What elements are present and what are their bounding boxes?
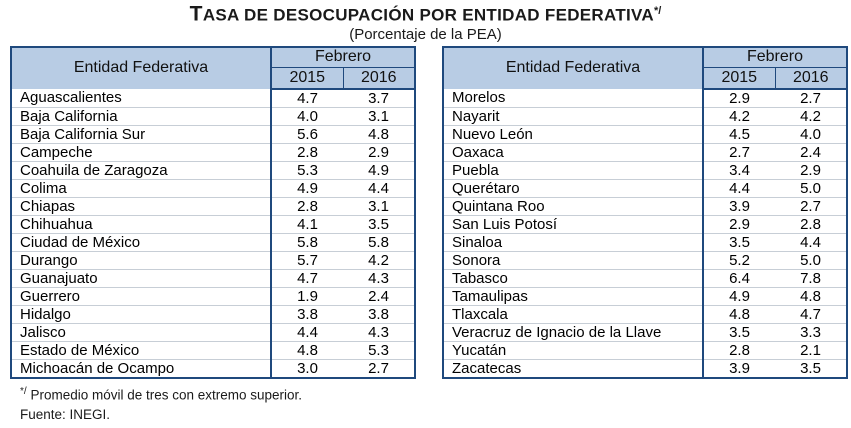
entity-name: Veracruz de Ignacio de la Llave <box>443 323 703 341</box>
value-2016: 4.8 <box>775 287 847 305</box>
page-subtitle: (Porcentaje de la PEA) <box>349 25 502 43</box>
table-row <box>443 215 847 233</box>
entity-name: Quintana Roo <box>443 197 703 215</box>
value-2016: 2.1 <box>775 341 847 359</box>
table-header <box>11 47 415 89</box>
entity-name: Chihuahua <box>11 215 271 233</box>
entity-name: Zacatecas <box>443 359 703 378</box>
entity-name: Baja California Sur <box>11 125 271 143</box>
column-header-2016: 2016 <box>343 68 415 89</box>
value-2016: 5.0 <box>775 251 847 269</box>
table-row <box>443 359 847 378</box>
value-2015: 5.3 <box>271 161 343 179</box>
entity-name: Estado de México <box>11 341 271 359</box>
column-header-entity: Entidad Federativa <box>11 47 271 89</box>
table-row <box>11 89 415 108</box>
value-2015: 4.4 <box>271 323 343 341</box>
entity-name: Coahuila de Zaragoza <box>11 161 271 179</box>
column-header-entity: Entidad Federativa <box>443 47 703 89</box>
table-row <box>443 179 847 197</box>
table-row <box>11 215 415 233</box>
value-2015: 4.7 <box>271 269 343 287</box>
entity-name: Aguascalientes <box>11 89 271 108</box>
table-row <box>443 341 847 359</box>
page-title <box>0 1 851 26</box>
value-2016: 3.1 <box>343 197 415 215</box>
value-2015: 5.6 <box>271 125 343 143</box>
value-2015: 2.9 <box>729 89 750 107</box>
entity-name: Guanajuato <box>11 269 271 287</box>
value-2015: 3.9 <box>703 197 775 215</box>
entity-name: Querétaro <box>443 179 703 197</box>
value-2016: 4.7 <box>775 305 847 323</box>
value-2016: 4.2 <box>343 251 415 269</box>
table-row <box>443 269 847 287</box>
entity-name: Yucatán <box>443 341 703 359</box>
footnote-text: Promedio móvil de tres con extremo superior. <box>30 387 303 403</box>
value-2016: 2.9 <box>343 143 415 161</box>
table-row <box>11 233 415 251</box>
table-row <box>11 125 415 143</box>
entity-name: Nayarit <box>443 107 703 125</box>
table-row <box>11 323 415 341</box>
entity-name: Durango <box>11 251 271 269</box>
table-row <box>11 287 415 305</box>
value-2016: 3.7 <box>368 89 389 107</box>
value-2016: 4.0 <box>775 125 847 143</box>
entity-name: Sinaloa <box>443 233 703 251</box>
unemployment-table-right <box>442 46 848 379</box>
table-row <box>11 305 415 323</box>
table-row <box>443 287 847 305</box>
table-row <box>11 251 415 269</box>
value-2015: 4.1 <box>271 215 343 233</box>
value-2016: 4.4 <box>775 233 847 251</box>
table-row <box>443 125 847 143</box>
table-body <box>443 89 847 378</box>
table-row <box>11 359 415 378</box>
table-row <box>443 107 847 125</box>
value-2016: 4.3 <box>343 323 415 341</box>
value-2015: 4.0 <box>271 107 343 125</box>
table-row <box>11 269 415 287</box>
value-2015: 3.9 <box>703 359 775 378</box>
column-header-2016: 2016 <box>775 68 847 89</box>
value-2016: 4.3 <box>343 269 415 287</box>
entity-name: Morelos <box>443 89 703 108</box>
entity-name: Oaxaca <box>443 143 703 161</box>
value-2015: 4.7 <box>297 89 318 107</box>
value-2015: 4.4 <box>703 179 775 197</box>
column-header-2015: 2015 <box>703 68 775 89</box>
table-row <box>443 89 847 108</box>
title-block <box>0 0 851 43</box>
value-2015: 2.8 <box>703 341 775 359</box>
value-2016: 2.9 <box>775 161 847 179</box>
value-2015: 4.2 <box>703 107 775 125</box>
footnotes-block <box>20 384 851 426</box>
title-footnote-marker: */ <box>653 5 662 17</box>
entity-name: Colima <box>11 179 271 197</box>
value-2016: 2.7 <box>800 89 821 107</box>
entity-name: Jalisco <box>11 323 271 341</box>
entity-name: San Luis Potosí <box>443 215 703 233</box>
source-note: Fuente: INEGI. <box>20 407 111 423</box>
value-2016: 5.0 <box>775 179 847 197</box>
unemployment-table-left <box>10 46 416 379</box>
table-row <box>443 161 847 179</box>
entity-name: Hidalgo <box>11 305 271 323</box>
value-2015: 3.4 <box>703 161 775 179</box>
footnote-note <box>20 384 851 406</box>
value-2016: 2.7 <box>343 359 415 378</box>
table-row <box>443 197 847 215</box>
tables-container <box>10 46 843 379</box>
entity-name: Ciudad de México <box>11 233 271 251</box>
entity-name: Campeche <box>11 143 271 161</box>
value-2016: 5.8 <box>343 233 415 251</box>
value-2015: 4.9 <box>703 287 775 305</box>
entity-name: Tamaulipas <box>443 287 703 305</box>
entity-name: Tabasco <box>443 269 703 287</box>
entity-name: Guerrero <box>11 287 271 305</box>
value-2015: 5.8 <box>271 233 343 251</box>
entity-name: Baja California <box>11 107 271 125</box>
footnote-marker: */ <box>20 385 27 397</box>
table-row <box>11 179 415 197</box>
value-2016: 3.8 <box>343 305 415 323</box>
value-2015: 5.7 <box>271 251 343 269</box>
entity-name: Chiapas <box>11 197 271 215</box>
value-2015: 2.8 <box>271 197 343 215</box>
entity-name: Nuevo León <box>443 125 703 143</box>
value-2016: 2.7 <box>775 197 847 215</box>
table-row <box>11 161 415 179</box>
table-row <box>11 107 415 125</box>
value-2015: 4.5 <box>703 125 775 143</box>
title-lead-cap: T <box>189 2 203 26</box>
value-2015: 1.9 <box>271 287 343 305</box>
value-2016: 3.3 <box>775 323 847 341</box>
value-2015: 5.2 <box>703 251 775 269</box>
value-2015: 2.8 <box>271 143 343 161</box>
value-2016: 4.8 <box>343 125 415 143</box>
table-row <box>443 143 847 161</box>
value-2015: 4.8 <box>271 341 343 359</box>
column-header-2015: 2015 <box>271 68 343 89</box>
value-2016: 4.9 <box>343 161 415 179</box>
value-2016: 2.4 <box>775 143 847 161</box>
table-row <box>443 305 847 323</box>
value-2015: 4.8 <box>703 305 775 323</box>
title-rest: ASA DE DESOCUPACIÓN POR ENTIDAD FEDERATIVA <box>202 5 654 25</box>
table-row <box>11 341 415 359</box>
value-2016: 4.4 <box>343 179 415 197</box>
column-header-febrero: Febrero <box>271 47 415 68</box>
value-2016: 3.5 <box>775 359 847 378</box>
value-2016: 2.4 <box>343 287 415 305</box>
value-2015: 6.4 <box>703 269 775 287</box>
value-2015: 3.5 <box>703 233 775 251</box>
table-row <box>443 323 847 341</box>
value-2015: 4.9 <box>271 179 343 197</box>
value-2016: 3.5 <box>343 215 415 233</box>
table-body <box>11 89 415 378</box>
value-2016: 7.8 <box>775 269 847 287</box>
table-row <box>443 251 847 269</box>
value-2015: 2.7 <box>703 143 775 161</box>
value-2015: 3.5 <box>703 323 775 341</box>
table-row <box>443 233 847 251</box>
value-2016: 3.1 <box>343 107 415 125</box>
column-header-febrero: Febrero <box>703 47 847 68</box>
value-2016: 2.8 <box>775 215 847 233</box>
value-2015: 2.9 <box>703 215 775 233</box>
entity-name: Sonora <box>443 251 703 269</box>
value-2015: 3.0 <box>271 359 343 378</box>
table-row <box>11 143 415 161</box>
table-header <box>443 47 847 89</box>
table-row <box>11 197 415 215</box>
value-2016: 5.3 <box>343 341 415 359</box>
value-2015: 3.8 <box>271 305 343 323</box>
entity-name: Tlaxcala <box>443 305 703 323</box>
entity-name: Puebla <box>443 161 703 179</box>
value-2016: 4.2 <box>775 107 847 125</box>
entity-name: Michoacán de Ocampo <box>11 359 271 378</box>
